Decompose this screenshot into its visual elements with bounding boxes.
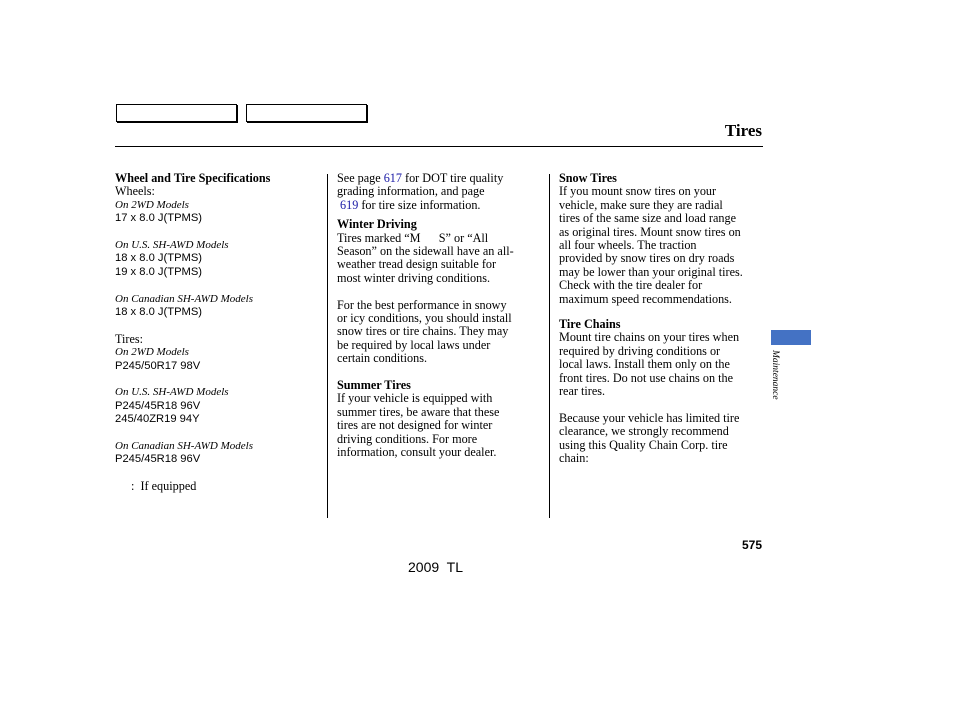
snow-line: maximum speed recommendations. xyxy=(559,291,732,306)
tires-2wd-label: On 2WD Models xyxy=(115,346,189,359)
clearance-line: chain: xyxy=(559,451,589,466)
column-divider-2 xyxy=(549,174,550,518)
tires-label: Tires: xyxy=(115,331,143,346)
page-617-link[interactable]: 617 xyxy=(383,171,402,185)
chains-heading: Tire Chains xyxy=(559,317,621,332)
nav-button-1[interactable] xyxy=(116,104,237,122)
winter-line: weather tread design suitable for xyxy=(337,257,497,272)
winter-line: most winter driving conditions. xyxy=(337,270,491,285)
summer-heading: Summer Tires xyxy=(337,378,411,393)
clearance-line: using this Quality Chain Corp. tire xyxy=(559,437,728,452)
page-title: Tires xyxy=(724,121,762,140)
wheels-label: Wheels: xyxy=(115,184,155,199)
tires-2wd-value: P245/50R17 98V xyxy=(115,359,201,372)
snow-heading: Snow Tires xyxy=(559,171,617,185)
summer-line: If your vehicle is equipped with xyxy=(337,391,493,406)
summer-line: information, consult your dealer. xyxy=(337,445,497,460)
snow-line: may be lower than your original tires. xyxy=(559,264,743,279)
performance-line: or icy conditions, you should install xyxy=(337,311,512,326)
winter-line: Tires marked “M S” or “All xyxy=(337,230,489,245)
snow-line: as original tires. Mount snow tires on xyxy=(559,224,741,239)
wheels-us-awd-value: 18 x 8.0 J(TPMS) xyxy=(115,252,203,265)
column-winter xyxy=(337,172,543,460)
chains-line: required by driving conditions or xyxy=(559,343,721,358)
snow-line: vehicle, make sure they are radial xyxy=(559,197,723,212)
winter-line: Season” on the sidewall have an all- xyxy=(337,244,514,259)
tires-us-awd-value: 245/40ZR19 94Y xyxy=(115,413,200,426)
nav-button-2[interactable] xyxy=(246,104,367,122)
footnote: : If equipped xyxy=(131,479,197,494)
performance-line: certain conditions. xyxy=(337,351,428,366)
specs-heading: Wheel and Tire Specifications xyxy=(115,171,271,185)
page-619-link[interactable]: 619 xyxy=(340,197,359,212)
chains-line: rear tires. xyxy=(559,384,606,399)
snow-line: If you mount snow tires on your xyxy=(559,184,717,199)
summer-line: driving conditions. For more xyxy=(337,431,478,446)
wheels-us-awd-label: On U.S. SH-AWD Models xyxy=(115,239,229,252)
wheels-ca-awd-value: 18 x 8.0 J(TPMS) xyxy=(115,306,203,319)
tires-ca-awd-label: On Canadian SH-AWD Models xyxy=(115,440,253,453)
tires-us-awd-label: On U.S. SH-AWD Models xyxy=(115,386,229,399)
snow-line: all four wheels. The traction xyxy=(559,238,697,253)
wheels-us-awd-value: 19 x 8.0 J(TPMS) xyxy=(115,265,203,278)
intro-line: See page 617 for DOT tire quality xyxy=(337,171,504,185)
wheels-2wd-value: 17 x 8.0 J(TPMS) xyxy=(115,212,203,225)
summer-line: tires are not designed for winter xyxy=(337,418,493,433)
snow-line: provided by snow tires on dry roads xyxy=(559,251,735,266)
chains-line: front tires. Do not use chains on the xyxy=(559,370,733,385)
section-label: Maintenance xyxy=(770,350,780,400)
page-number: 575 xyxy=(741,538,762,552)
column-divider-1 xyxy=(327,174,328,518)
performance-line: snow tires or tire chains. They may xyxy=(337,324,509,339)
wheels-2wd-label: On 2WD Models xyxy=(115,198,189,211)
summer-line: summer tires, be aware that these xyxy=(337,404,500,419)
winter-heading: Winter Driving xyxy=(337,217,417,232)
chains-line: Mount tire chains on your tires when xyxy=(559,330,740,345)
column-specifications xyxy=(115,172,320,494)
clearance-line: clearance, we strongly recommend xyxy=(559,424,729,439)
chains-line: local laws. Install them only on the xyxy=(559,357,730,372)
wheels-ca-awd-label: On Canadian SH-AWD Models xyxy=(115,292,253,305)
intro-line: grading information, and page xyxy=(337,184,485,199)
performance-line: be required by local laws under xyxy=(337,337,491,352)
tires-ca-awd-value: P245/45R18 96V xyxy=(115,453,201,466)
clearance-line: Because your vehicle has limited tire xyxy=(559,410,740,425)
section-tab[interactable] xyxy=(771,330,811,345)
snow-line: Check with the tire dealer for xyxy=(559,278,703,293)
intro-line: 619 for tire size information. xyxy=(340,197,481,212)
footer-model: 2009 TL xyxy=(408,559,464,575)
performance-line: For the best performance in snowy xyxy=(337,297,507,312)
column-snow xyxy=(559,172,769,466)
tires-us-awd-value: P245/45R18 96V xyxy=(115,399,201,412)
snow-line: tires of the same size and load range xyxy=(559,211,736,226)
header-rule xyxy=(115,146,763,147)
